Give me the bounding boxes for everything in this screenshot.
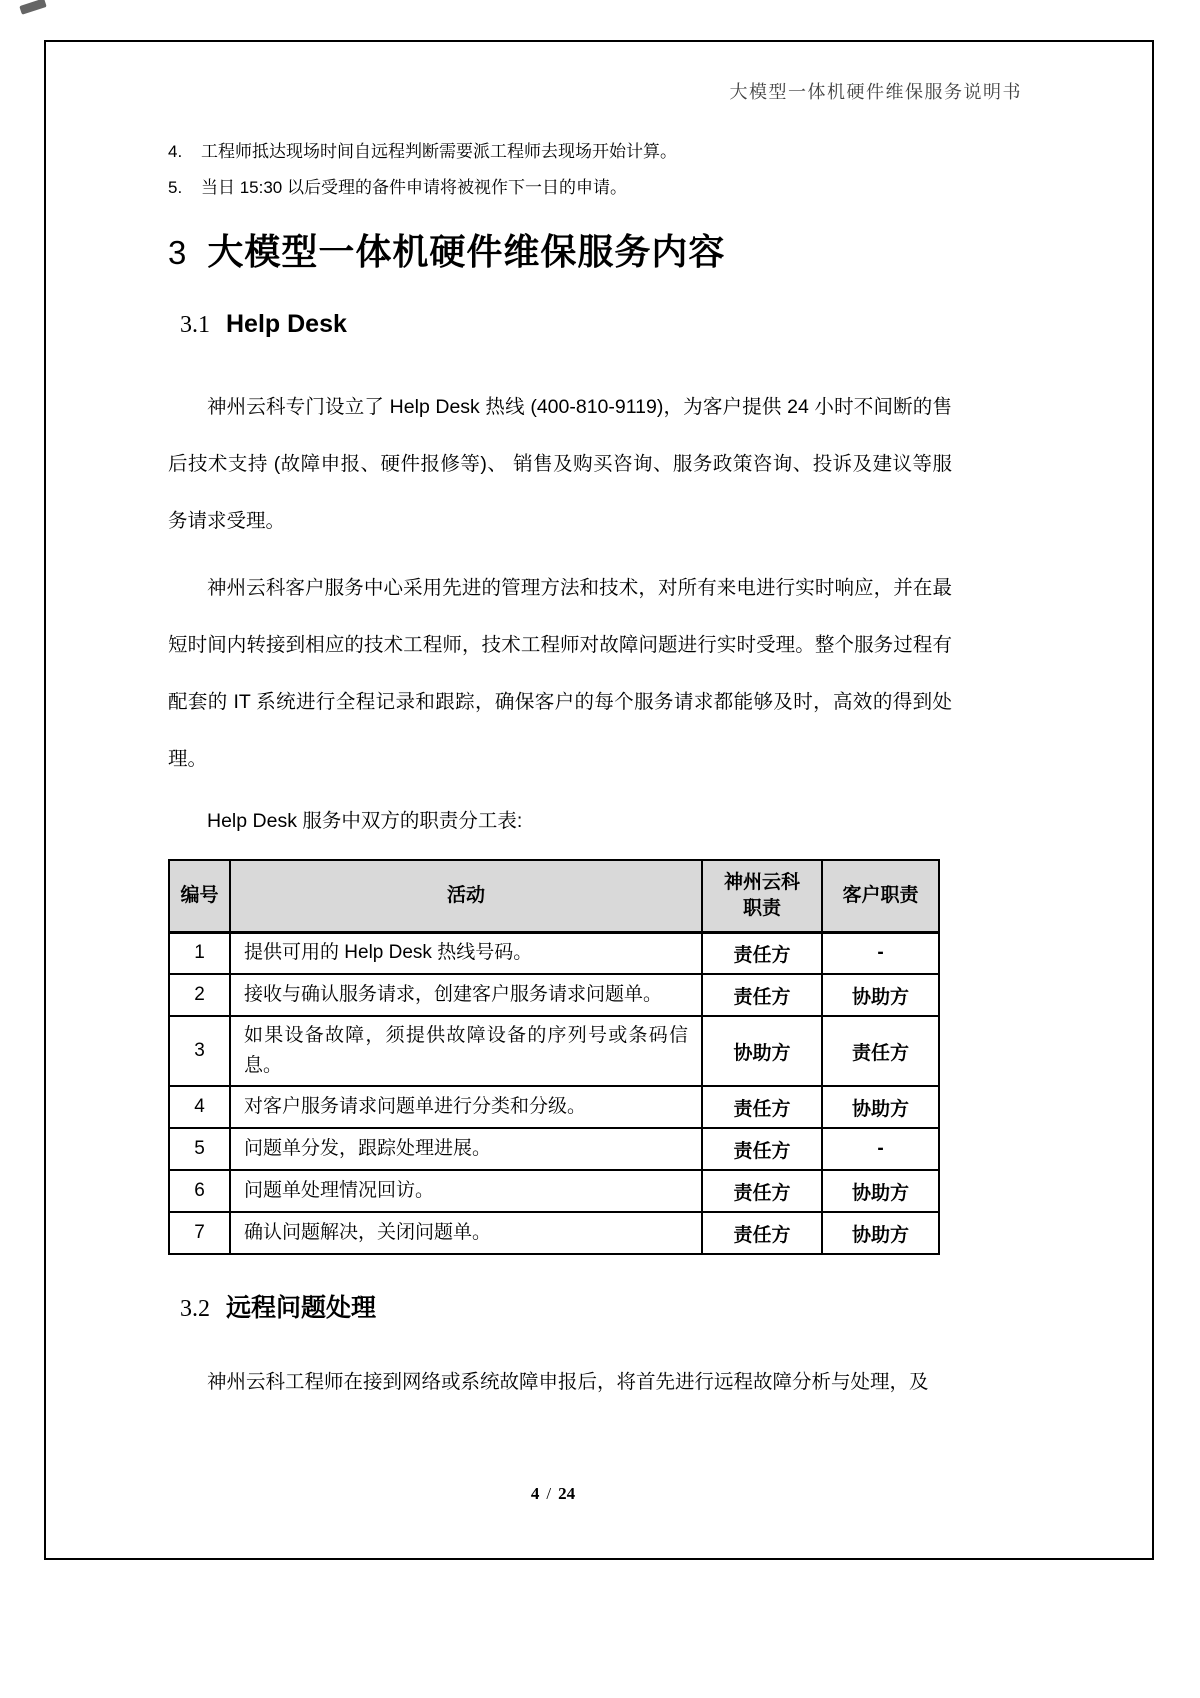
page-number-total: 24 [558,1484,576,1503]
cell-vendor-role: 责任方 [702,1128,822,1170]
section-title: Help Desk [226,310,347,338]
cell-activity: 问题单处理情况回访。 [230,1170,702,1212]
cell-num: 6 [169,1170,230,1212]
page-number-current: 4 [530,1484,540,1503]
page-number-footer [168,1484,938,1504]
cell-vendor-role: 责任方 [702,974,822,1016]
section-number: 3.1 [180,312,210,338]
list-item [168,138,952,165]
list-item-number: 4. [168,142,183,161]
column-header-activity: 活动 [230,860,702,932]
paragraph-helpdesk-hotline: 神州云科专门设立了 Help Desk 热线 (400-810-9119)，为客户提供 24 小时不间断的售后技术支持 (故障申报、硬件报修等)、 销售及购买咨询、服务政策咨询、投诉及建议等服务请求受理。 [168,396,952,532]
cell-customer-role: 协助方 [822,1086,939,1128]
column-header-id: 编号 [169,860,230,932]
section-title: 远程问题处理 [226,1294,377,1322]
cell-activity: 对客户服务请求问题单进行分类和分级。 [230,1086,702,1128]
cell-activity: 提供可用的 Help Desk 热线号码。 [230,932,702,974]
cell-activity: 问题单分发，跟踪处理进展。 [230,1128,702,1170]
cell-vendor-role: 责任方 [702,1212,822,1254]
cell-customer-role: 责任方 [822,1016,939,1086]
column-header-vendor-line1: 神州云科 [723,871,800,893]
cell-num: 3 [169,1016,230,1086]
cell-vendor-role: 责任方 [702,1170,822,1212]
cell-num: 7 [169,1212,230,1254]
column-header-vendor-line2: 职责 [742,897,781,919]
cell-customer-role: 协助方 [822,974,939,1016]
scan-artifact-mark [19,0,47,15]
table-caption: Help Desk 服务中双方的职责分工表: [207,810,523,832]
list-item-text: 工程师抵达现场时间自远程判断需要派工程师去现场开始计算。 [201,142,677,161]
paragraph-remote-handling: 神州云科工程师在接到网络或系统故障申报后，将首先进行远程故障分析与处理，及 [207,1371,929,1393]
section-number: 3 [168,234,187,271]
cell-customer-role: - [822,1128,939,1170]
column-header-customer: 客户职责 [822,860,939,932]
section-heading-3-1 [168,307,952,342]
cell-vendor-role: 责任方 [702,1086,822,1128]
document-header-title: 大模型一体机硬件维保服务说明书 [729,82,1022,102]
list-item-text: 当日 15:30 以后受理的备件申请将被视作下一日的申请。 [201,178,627,197]
table-row [169,1128,939,1170]
table-row [169,1016,939,1086]
table-row [169,1212,939,1254]
list-item [168,174,952,201]
cell-num: 1 [169,932,230,974]
table-row [169,1170,939,1212]
cell-num: 5 [169,1128,230,1170]
cell-customer-role: - [822,932,939,974]
paragraph-service-center: 神州云科客户服务中心采用先进的管理方法和技术，对所有来电进行实时响应，并在最短时间内转接到相应的技术工程师，技术工程师对故障问题进行实时受理。整个服务过程有配套的 IT 系统进行全程记录和跟踪，确保客户的每个服务请求都能够及时，高效的得到处理。 [168,577,952,770]
cell-vendor-role: 责任方 [702,932,822,974]
section-heading-3-2 [168,1291,952,1326]
cell-activity: 确认问题解决，关闭问题单。 [230,1212,702,1254]
page-number-separator: / [546,1484,552,1503]
cell-activity: 接收与确认服务请求，创建客户服务请求问题单。 [230,974,702,1016]
cell-customer-role: 协助方 [822,1170,939,1212]
table-row [169,1086,939,1128]
list-item-number: 5. [168,178,183,197]
cell-activity: 如果设备故障，须提供故障设备的序列号或条码信息。 [230,1016,702,1086]
section-heading-3 [168,228,952,277]
column-header-vendor [702,860,822,932]
table-header-row [169,860,939,932]
table-row [169,974,939,1016]
page-content [168,138,952,1411]
cell-vendor-role: 协助方 [702,1016,822,1086]
table-row [169,932,939,974]
cell-num: 2 [169,974,230,1016]
responsibility-table [168,859,940,1255]
section-number: 3.2 [180,1296,210,1322]
cell-num: 4 [169,1086,230,1128]
section-title: 大模型一体机硬件维保服务内容 [207,231,726,272]
cell-customer-role: 协助方 [822,1212,939,1254]
